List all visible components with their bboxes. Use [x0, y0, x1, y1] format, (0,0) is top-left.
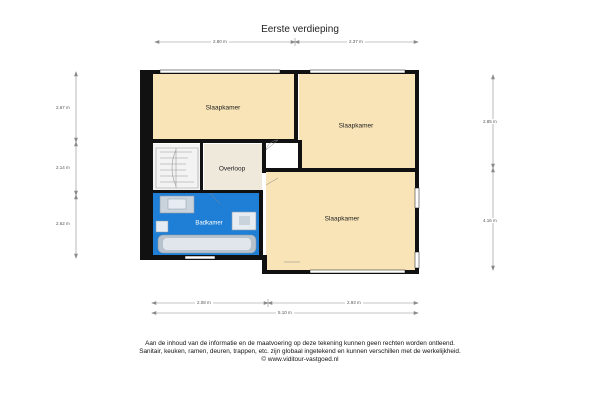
disclaimer-line-1: Aan de inhoud van de informatie en de maatvoering op deze tekening kunnen geen rechten worden ontleend.	[145, 340, 455, 347]
dim-right-top: 2.85 m	[483, 119, 497, 124]
staircase	[152, 144, 202, 191]
dim-top-right: 2.37 m	[349, 39, 363, 44]
dim-left-bottom: 2.62 m	[56, 221, 70, 226]
disclaimer	[0, 340, 600, 364]
dim-bottom-left: 2.08 m	[197, 300, 211, 305]
dim-left-top: 2.67 m	[56, 105, 70, 110]
dim-left-middle: 2.14 m	[56, 165, 70, 170]
room-label-slaapkamer-3: Slaapkamer	[324, 215, 360, 223]
room-label-slaapkamer-2: Slaapkamer	[338, 122, 374, 130]
room-label-badkamer: Badkamer	[195, 220, 223, 227]
disclaimer-line-2: Sanitair, keuken, ramen, deuren, trappen, etc. zijn globaal ingetekend en kunnen verschillen met de werkelijkheid.	[139, 348, 461, 355]
dim-bottom-right: 2.93 m	[347, 300, 361, 305]
dim-right-bottom: 4.16 m	[483, 218, 497, 223]
floor-title: Eerste verdieping	[261, 24, 339, 35]
dim-top-left: 2.80 m	[213, 39, 227, 44]
room-slaapkamer-2	[299, 73, 418, 168]
room-label-slaapkamer-1: Slaapkamer	[205, 104, 241, 112]
dim-bottom-total: 5.10 m	[278, 310, 292, 315]
room-label-overloop: Overloop	[218, 165, 246, 173]
copyright-link[interactable]: © www.viditour-vastgoed.nl	[261, 356, 339, 363]
